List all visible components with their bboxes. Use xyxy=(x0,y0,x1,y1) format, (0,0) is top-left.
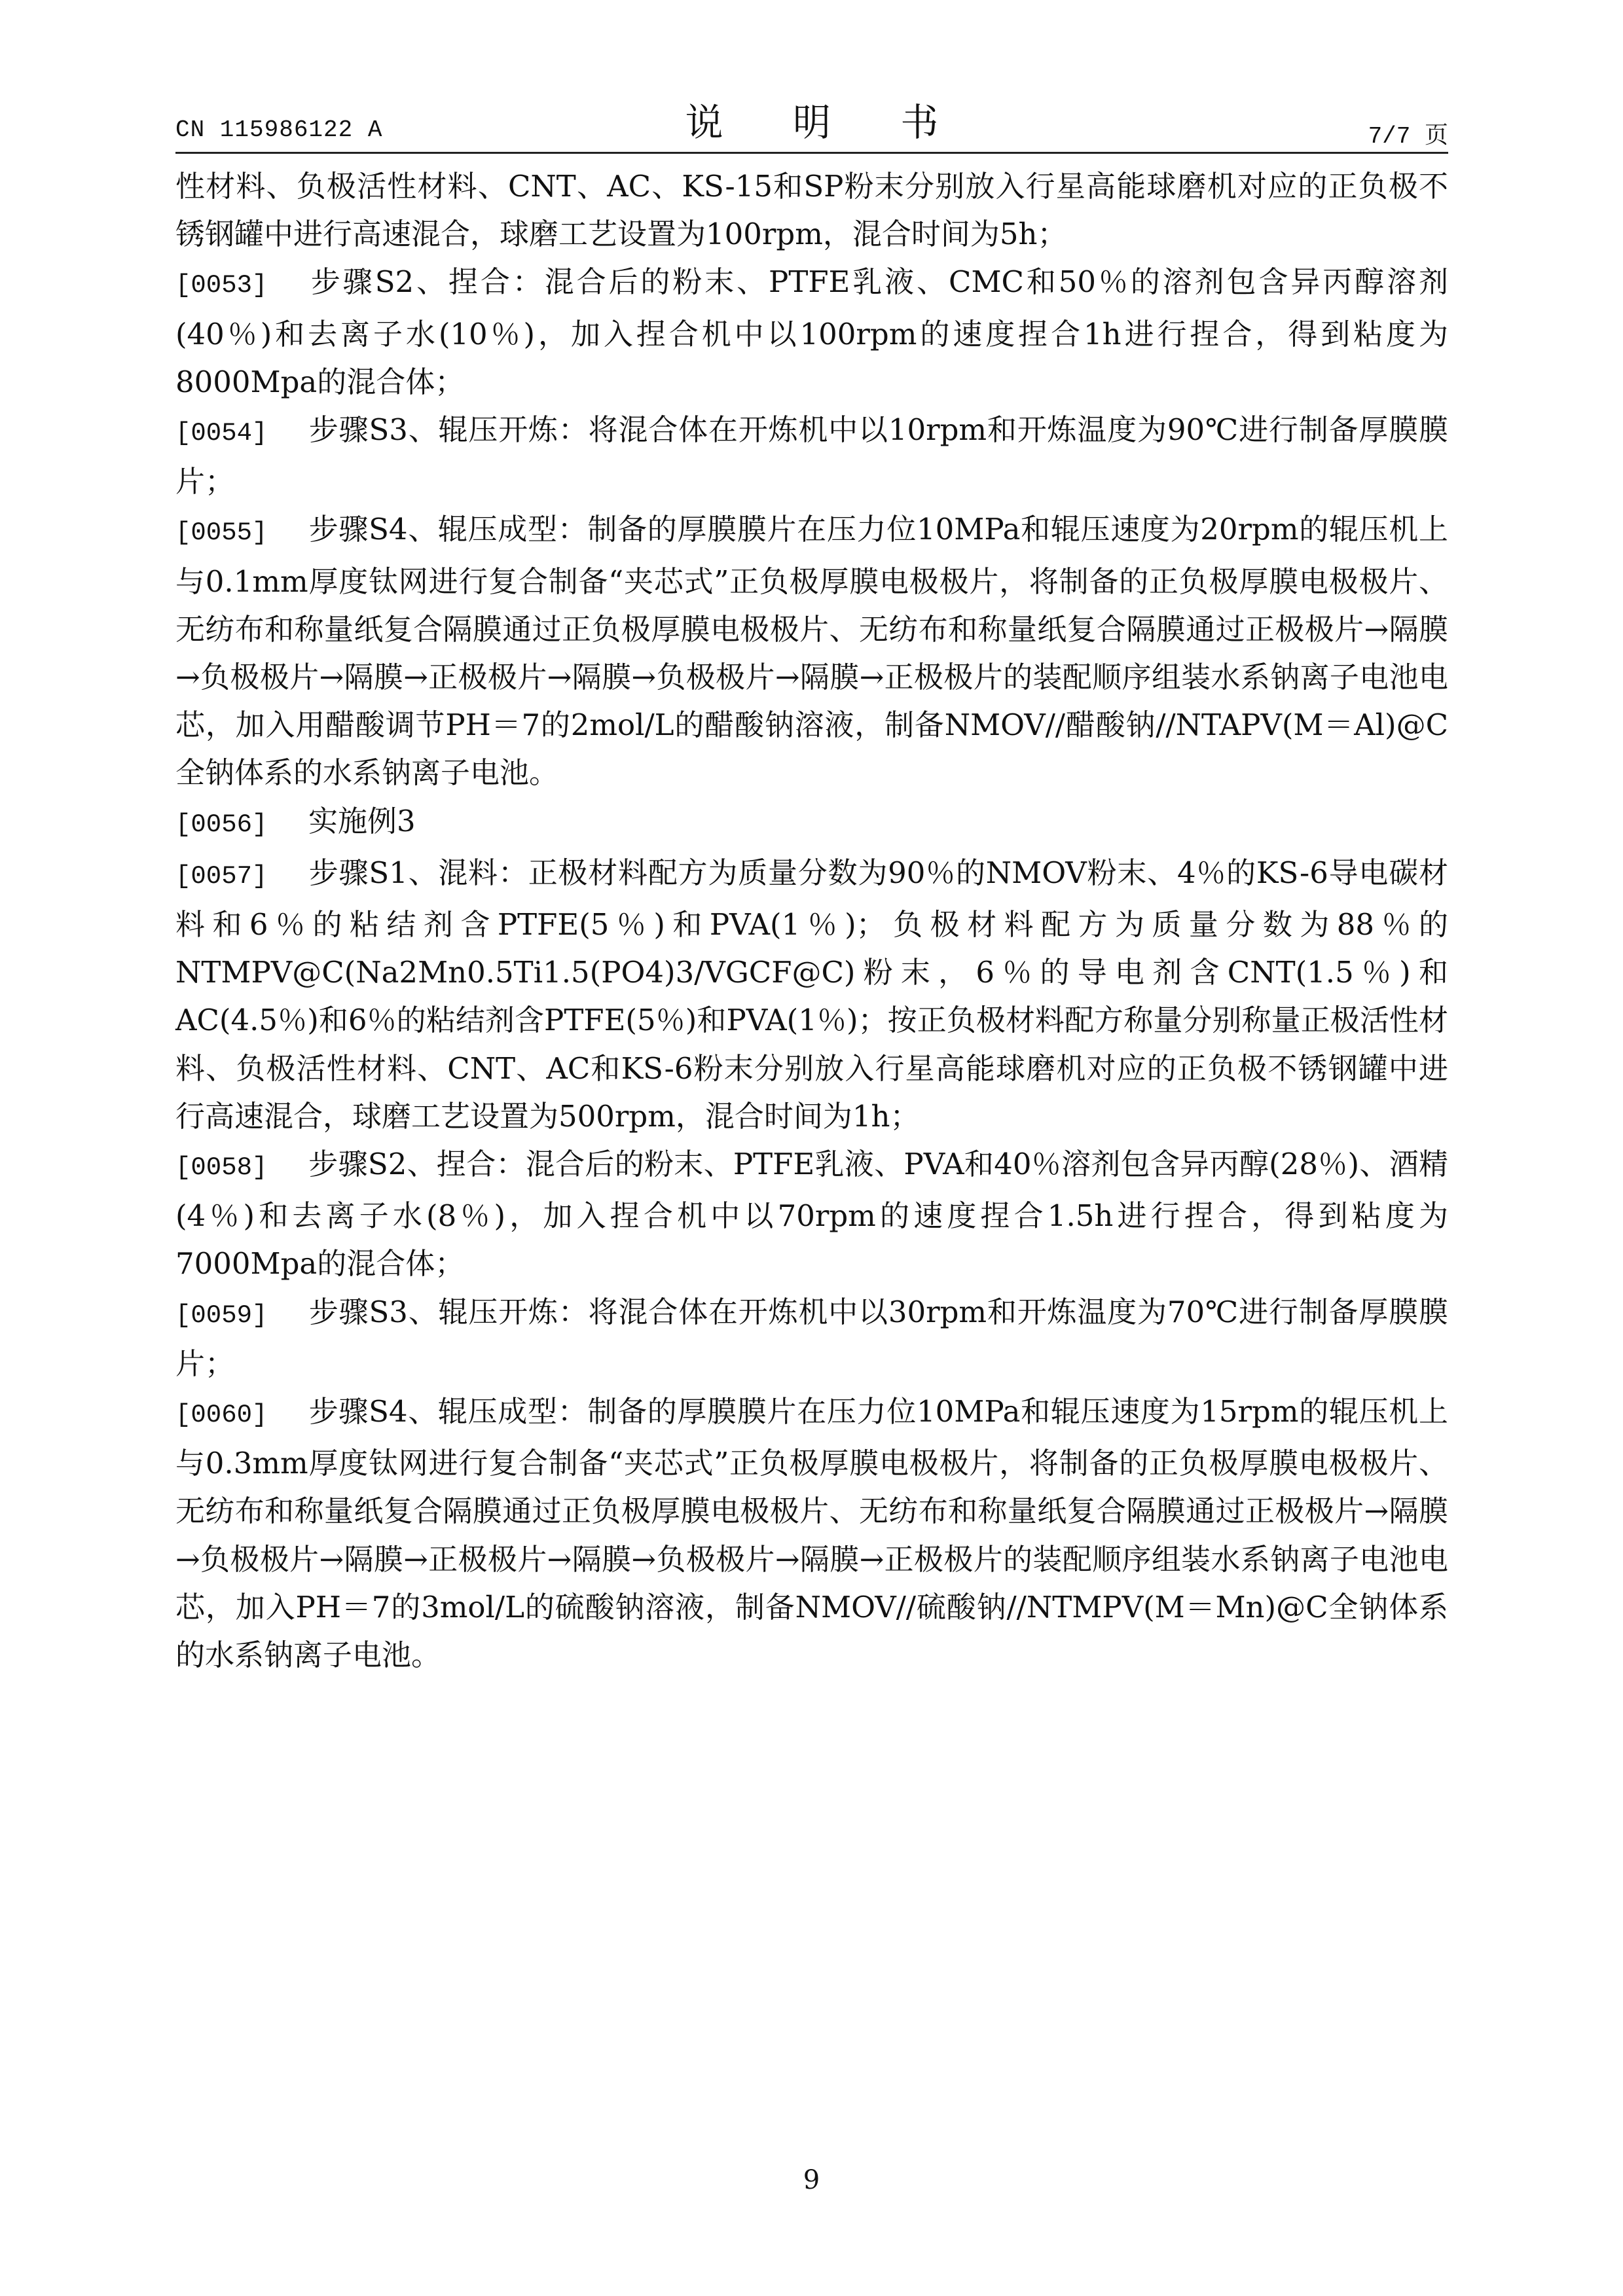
paragraph-0058 xyxy=(175,1140,1448,1288)
paragraph-number: [0053] xyxy=(175,271,268,300)
paragraph-0053 xyxy=(175,258,1448,406)
paragraph-0055 xyxy=(175,505,1448,797)
page-header xyxy=(175,92,1448,157)
paragraph-0057 xyxy=(175,849,1448,1140)
page-indicator: 7/7 页 xyxy=(1368,123,1448,150)
patent-number: CN 115986122 A xyxy=(175,117,383,143)
paragraph-text: 步骤S3、辊压开炼：将混合体在开炼机中以30rpm和开炼温度为70℃进行制备厚膜膜片； xyxy=(175,1294,1448,1381)
paragraph-text: 步骤S4、辊压成型：制备的厚膜膜片在压力位10MPa和辊压速度为15rpm的辊压机上与0.3mm厚度钛网进行复合制备“夹芯式”正负极厚膜电极极片，将制备的正负极厚膜电极极片、无纺布和称量纸复合隔膜通过正负极厚膜电极极片、无纺布和称量纸复合隔膜通过正极极片→隔膜→负极极片→隔膜→正极极片→隔膜→负极极片→隔膜→正极极片的装配顺序组装水系钠离子电池电芯，加入PH＝7的3mol/L的硫酸钠溶液，制备NMOV//硫酸钠//NTMPV(M＝Mn)@C全钠体系的水系钠离子电池。 xyxy=(175,1394,1448,1673)
paragraph-0060 xyxy=(175,1388,1448,1679)
paragraph-continued xyxy=(175,162,1448,258)
paragraph-text: 步骤S3、辊压开炼：将混合体在开炼机中以10rpm和开炼温度为90℃进行制备厚膜膜片； xyxy=(175,412,1448,499)
paragraph-text: 步骤S1、混料：正极材料配方为质量分数为90％的NMOV粉末、4％的KS-6导电碳材料和6％的粘结剂含PTFE(5％)和PVA(1％)；负极材料配方为质量分数为88％的NTMPV@C(Na2Mn0.5Ti1.5(PO4)3/VGCF@C)粉末，6％的导电剂含CNT(1.5％)和AC(4.5％)和6％的粘结剂含PTFE(5％)和PVA(1％)；按正负极材料配方称量分别称量正极活性材料、负极活性材料、CNT、AC和KS-6粉末分别放入行星高能球磨机对应的正负极不锈钢罐中进行高速混合，球磨工艺设置为500rpm，混合时间为1h； xyxy=(175,855,1448,1134)
paragraph-number: [0059] xyxy=(175,1300,268,1330)
header-rule xyxy=(175,152,1448,154)
paragraph-text: 步骤S4、辊压成型：制备的厚膜膜片在压力位10MPa和辊压速度为20rpm的辊压机上与0.1mm厚度钛网进行复合制备“夹芯式”正负极厚膜电极极片，将制备的正负极厚膜电极极片、无纺布和称量纸复合隔膜通过正负极厚膜电极极片、无纺布和称量纸复合隔膜通过正极极片→隔膜→负极极片→隔膜→正极极片→隔膜→负极极片→隔膜→正极极片的装配顺序组装水系钠离子电池电芯，加入用醋酸调节PH＝7的2mol/L的醋酸钠溶液，制备NMOV//醋酸钠//NTAPV(M＝Al)@C全钠体系的水系钠离子电池。 xyxy=(175,512,1448,791)
paragraph-number: [0056] xyxy=(175,810,268,839)
document-body xyxy=(175,162,1448,1679)
document-title: 说 明 书 xyxy=(685,100,968,145)
paragraph-text: 性材料、负极活性材料、CNT、AC、KS-15和SP粉末分别放入行星高能球磨机对应的正负极不锈钢罐中进行高速混合，球磨工艺设置为100rpm，混合时间为5h； xyxy=(175,169,1448,252)
paragraph-0054 xyxy=(175,406,1448,505)
paragraph-text: 步骤S2、捏合：混合后的粉末、PTFE乳液、PVA和40％溶剂包含异丙醇(28％)、酒精(4％)和去离子水(8％)，加入捏合机中以70rpm的速度捏合1.5h进行捏合，得到粘度为7000Mpa的混合体； xyxy=(175,1147,1448,1282)
paragraph-number: [0055] xyxy=(175,518,268,548)
paragraph-number: [0060] xyxy=(175,1401,268,1430)
paragraph-number: [0057] xyxy=(175,861,268,891)
paragraph-0056 xyxy=(175,797,1448,849)
paragraph-text: 实施例3 xyxy=(308,803,416,838)
paragraph-text: 步骤S2、捏合：混合后的粉末、PTFE乳液、CMC和50％的溶剂包含异丙醇溶剂(40％)和去离子水(10％)，加入捏合机中以100rpm的速度捏合1h进行捏合，得到粘度为8000Mpa的混合体； xyxy=(175,264,1448,399)
paragraph-0059 xyxy=(175,1288,1448,1388)
paragraph-number: [0054] xyxy=(175,419,268,448)
paragraph-number: [0058] xyxy=(175,1153,268,1183)
page-number: 9 xyxy=(803,2165,820,2195)
